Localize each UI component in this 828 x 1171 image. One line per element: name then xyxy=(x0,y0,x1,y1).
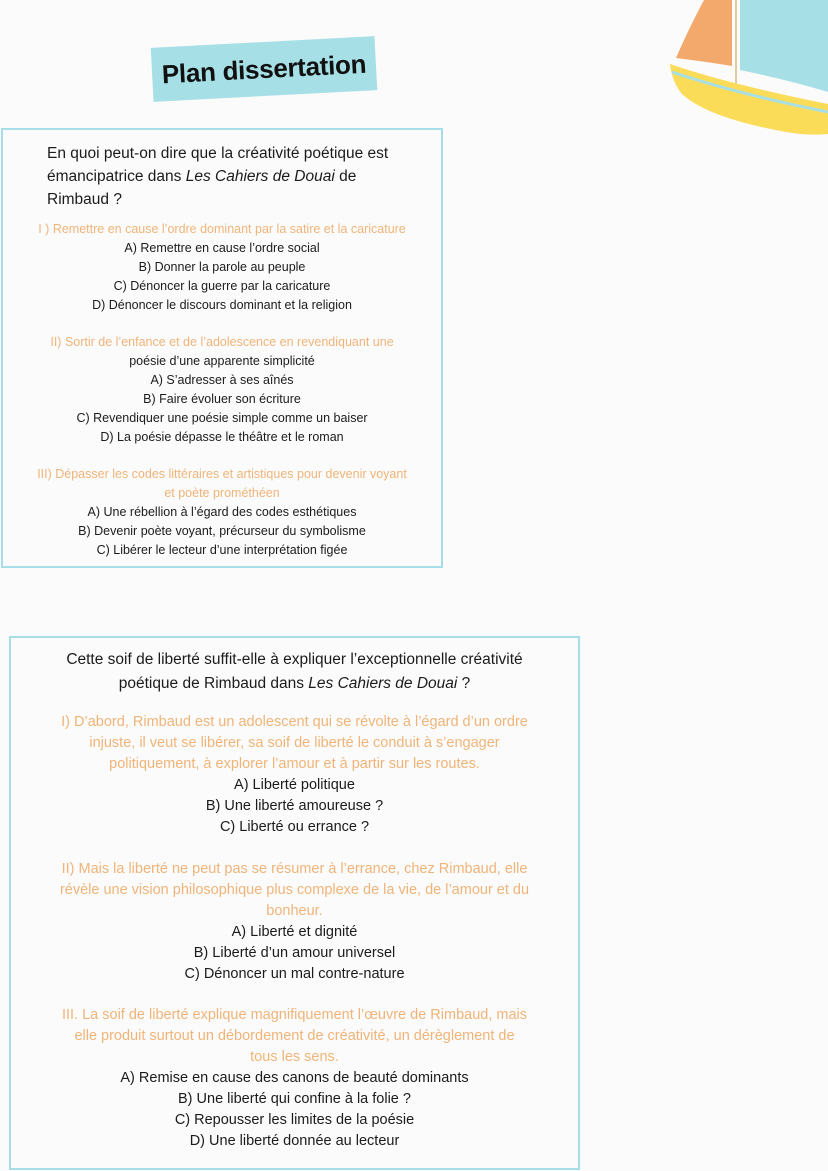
sail-blue xyxy=(740,0,828,92)
part-item: C) Repousser les limites de la poésie xyxy=(174,1112,415,1128)
title-banner xyxy=(151,36,378,102)
part-item: B) Donner la parole au peuple xyxy=(138,260,306,274)
part-item: B) Une liberté qui confine à la folie ? xyxy=(178,1091,411,1107)
plan-box-2 xyxy=(9,636,580,1170)
part-item: C) Dénoncer un mal contre-nature xyxy=(184,966,405,982)
part-item: A) Remise en cause des canons de beauté dominants xyxy=(120,1070,469,1086)
part-3 xyxy=(3,465,441,560)
part-heading-cont: tous les sens. xyxy=(250,1049,339,1065)
part-heading-cont: politiquement, à explorer l’amour et à partir sur les routes. xyxy=(109,756,480,772)
part-heading: III. La soif de liberté explique magnifiquement l’œuvre de Rimbaud, mais xyxy=(61,1007,528,1023)
part-item: B) Faire évoluer son écriture xyxy=(143,392,301,406)
part-heading-cont: injuste, il veut se libérer, sa soif de liberté le conduit à s’engager xyxy=(89,735,500,751)
part-heading: I) D’abord, Rimbaud est un adolescent qui se révolte à l’égard d’un ordre xyxy=(61,714,528,730)
page-title: Plan dissertation xyxy=(151,36,378,102)
part-3 xyxy=(11,1005,578,1152)
question-1: En quoi peut-on dire que la créativité poétique est émancipatrice dans Les Cahiers de Douai de Rimbaud ? xyxy=(47,145,389,208)
part-heading-cont: et poète prométhéen xyxy=(164,486,280,500)
part-heading: II) Sortir de l’enfance et de l’adolescence en revendiquant une xyxy=(50,335,394,349)
part-heading: II) Mais la liberté ne peut pas se résumer à l’errance, chez Rimbaud, elle xyxy=(61,861,528,877)
part-heading-cont: révèle une vision philosophique plus complexe de la vie, de l’amour et du xyxy=(59,882,530,898)
part-item: D) Dénoncer le discours dominant et la religion xyxy=(92,298,352,312)
part-item: D) Une liberté donnée au lecteur xyxy=(189,1133,400,1149)
part-item: C) Liberté ou errance ? xyxy=(219,819,370,835)
part-item: A) Une rébellion à l’égard des codes esthétiques xyxy=(87,505,357,519)
part-item: A) Remettre en cause l’ordre social xyxy=(124,241,320,255)
sailboat-illustration xyxy=(668,0,828,140)
part-heading-cont: elle produit surtout un débordement de créativité, un dérèglement de xyxy=(74,1028,515,1044)
part-item: B) Liberté d’un amour universel xyxy=(193,945,396,961)
part-item: C) Dénoncer la guerre par la caricature xyxy=(113,279,331,293)
part-2 xyxy=(11,859,578,985)
part-item: C) Revendiquer une poésie simple comme un baiser xyxy=(76,411,368,425)
part-heading: III) Dépasser les codes littéraires et artistiques pour devenir voyant xyxy=(37,467,407,481)
question-2: Cette soif de liberté suffit-elle à expliquer l’exceptionnelle créativité poétique de Rimbaud dans Les Cahiers de Douai ? xyxy=(66,651,523,692)
part-item: D) La poésie dépasse le théâtre et le roman xyxy=(100,430,344,444)
part-2 xyxy=(3,333,441,447)
part-heading-cont: bonheur. xyxy=(266,903,323,919)
part-item: B) Devenir poète voyant, précurseur du symbolisme xyxy=(78,524,366,538)
part-item: C) Libérer le lecteur d’une interprétation figée xyxy=(96,543,348,557)
part-item: A) Liberté politique xyxy=(234,777,355,793)
part-heading: I ) Remettre en cause l’ordre dominant par la satire et la caricature xyxy=(38,222,406,236)
part-heading-cont: poésie d’une apparente simplicité xyxy=(129,354,315,368)
part-item: B) Une liberté amoureuse ? xyxy=(205,798,384,814)
part-1 xyxy=(11,712,578,838)
part-1 xyxy=(3,220,441,315)
part-item: A) Liberté et dignité xyxy=(231,924,358,940)
part-item: A) S’adresser à ses aînés xyxy=(150,373,294,387)
plan-box-1 xyxy=(1,128,443,568)
sail-orange xyxy=(676,0,732,66)
